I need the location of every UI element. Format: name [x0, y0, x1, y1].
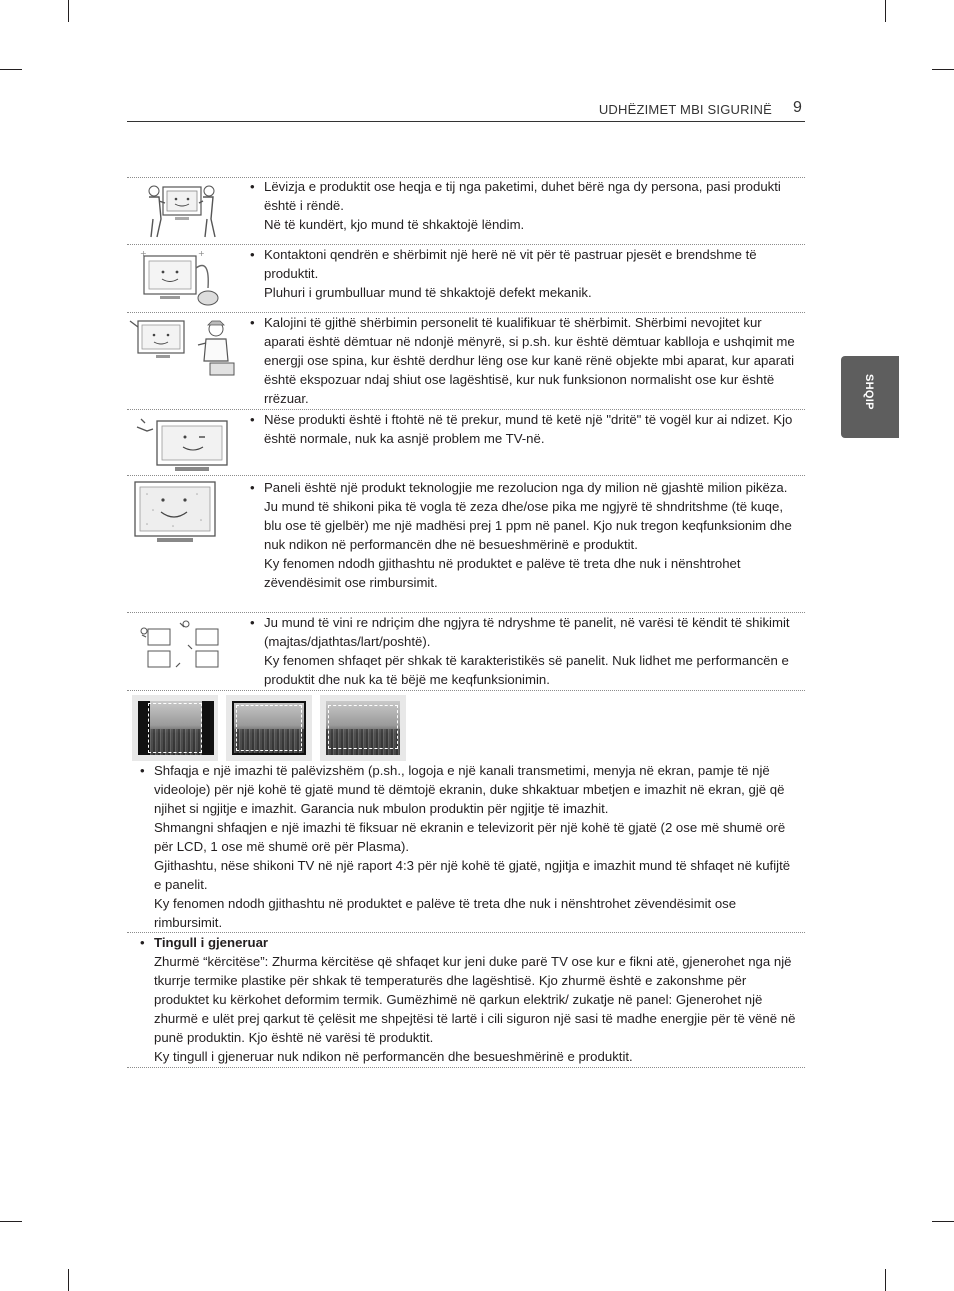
row-divider	[127, 475, 805, 476]
crop-mark	[932, 1221, 954, 1222]
item-text: Lëvizja e produktit ose heqja e tij nga paketimi, duhet bërë nga dy persona, pasi produkti është i rëndë.	[264, 179, 781, 213]
safety-item-viewing-angle	[250, 613, 798, 689]
item-text: Kalojini të gjithë shërbimin personelit të kualifikuar të shërbimit. Shërbimi nevojitet kur aparati është dëmtuar në ndonjë mënyrë, si p.sh. kur është dëmtuar kablloja e ushqimit me energji ose spina, kur është derdhur lëng ose kur kanë rënë objekte mbi aparat, kur aparati është ekspozuar ndaj shiut ose lagështisë, kur nuk funksionon normalisht ose kur është rrëzuar.	[264, 315, 795, 406]
crop-mark	[0, 69, 22, 70]
smiling-tv-pixels-illustration	[133, 480, 217, 546]
svg-text:+: +	[140, 249, 147, 258]
bullet: •	[140, 935, 145, 950]
bullet: •	[250, 247, 255, 262]
crop-mark	[885, 1269, 886, 1291]
crop-mark	[0, 1221, 22, 1222]
two-people-carrying-tv-illustration	[145, 181, 217, 239]
bullet: •	[140, 763, 145, 778]
winking-tv-illustration	[133, 413, 231, 475]
item-text: Zhurmë “kërcitëse”: Zhurma kërcitëse që shfaqet kur jeni duke parë TV ose kur e fikni atë, gjenerohet nga një tkurrje termike plastike për shkak të temperaturës dhe lagështisë. Kjo zhurmë është e zakonshme për produktet ku kërkohet deformim termik. Gumëzhimë në qarkun elektrik/ zukatje në panel: Gjenerohet një zhurmë e ulët prej qarkut të çelësit me shpejtësi të lartë i cili siguron një sasi të madhe energjie për të vënë në punë produktin. Kjo është në varësi të produktit.	[154, 954, 796, 1045]
bullet: •	[250, 412, 255, 427]
item-text: Nëse produkti është i ftohtë në të prekur, mund të ketë një "dritë" të vogël kur ai ndizet. Kjo është normale, nuk ka asnjë problem me TV-në.	[264, 412, 793, 446]
bullet: •	[250, 315, 255, 330]
item-text: Ky fenomen shfaqet për shkak të karakteristikës së panelit. Nuk lidhet me performancën e produktit dhe nuk ka të bëjë me keqfunksionimin.	[264, 653, 789, 687]
safety-item-panel-pixels	[250, 478, 798, 592]
safety-item-cleaning	[250, 245, 798, 302]
crop-mark	[932, 69, 954, 70]
tv-with-vacuum-illustration	[138, 248, 222, 310]
item-text: Gjithashtu, nëse shikoni TV në një raport 4:3 për një kohë të gjatë, ngjitja e imazhit mund të shfaqet në kufijtë e panelit.	[154, 858, 791, 892]
item-heading: Tingull i gjeneruar	[154, 935, 269, 950]
safety-item-generated-sound	[140, 933, 800, 1066]
safety-item-cold-flicker	[250, 410, 798, 448]
item-text: Në të kundërt, kjo mund të shkaktojë lëndim.	[264, 217, 525, 232]
header-rule	[127, 121, 805, 122]
item-text: Ky tingull i gjeneruar nuk ndikon në performancën dhe besueshmërinë e produktit.	[154, 1049, 633, 1064]
item-text: Ky fenomen ndodh gjithashtu në produktet e palëve të treta dhe nuk i nënshtrohet zëvendësimit ose rimbursimit.	[154, 896, 737, 930]
item-text: Shfaqja e një imazhi të palëvizshëm (p.sh., logoja e një kanali transmetimi, menyja në ekran, pamje të një videoloje) për një kohë të gjatë mund të dëmtojë ekranin, duke shkaktuar mbetjen e imazhit në ekran, gjë që njihet si ngjitje e imazhit. Garancia nuk mbulon produktin për ngjitje të imazhit.	[154, 763, 785, 816]
language-tab	[841, 356, 899, 438]
item-text: Shmangni shfaqjen e një imazhi të fiksuar në ekranin e televizorit për një kohë të gjatë (2 ose më shumë orë për LCD, 1 ose më shumë orë për Plasma).	[154, 820, 786, 854]
item-text: Kontaktoni qendrën e shërbimit një herë në vit për të pastruar pjesët e brendshme të produktit.	[264, 247, 757, 281]
language-tab-label: SHQIP	[863, 374, 875, 410]
item-text: Ky fenomen ndodh gjithashtu në produktet e palëve të treta dhe nuk i nënshtrohet zëvendësimit ose rimbursimit.	[264, 556, 741, 590]
item-text: Pluhuri i grumbulluar mund të shkaktojë defekt mekanik.	[264, 285, 592, 300]
bullet: •	[250, 179, 255, 194]
safety-item-image-retention	[140, 761, 800, 932]
bullet: •	[250, 480, 255, 495]
viewing-angle-tvs-illustration	[138, 619, 224, 673]
safety-item-lifting	[250, 177, 798, 234]
item-text: Paneli është një produkt teknologjie me rezolucion nga dy milion në gjashtë milion pikëza. Ju mund të shikoni pika të vogla të zeza dhe/ose pika me ngjyrë të shndritshme (të kuqe, blu ose të gjelbër) me një madhësi prej 1 ppm në panel. Kjo nuk tregon keqfunksionim dhe nuk ndikon në performancën dhe në besueshmërinë e produktit.	[264, 480, 792, 552]
page-header-title: UDHËZIMET MBI SIGURINË	[598, 102, 772, 117]
crop-mark	[68, 1269, 69, 1291]
row-divider	[127, 690, 805, 691]
crop-mark	[68, 0, 69, 22]
image-retention-thumbnail	[226, 695, 312, 761]
image-retention-thumbnail	[132, 695, 218, 761]
bullet: •	[250, 615, 255, 630]
safety-item-service	[250, 313, 798, 408]
svg-text:+: +	[198, 249, 205, 258]
crop-mark	[885, 0, 886, 22]
image-retention-thumbnail	[320, 695, 406, 761]
row-divider	[127, 1067, 805, 1068]
tv-with-service-technician-illustration	[128, 315, 240, 379]
item-text: Ju mund të vini re ndriçim dhe ngjyra të ndryshme të panelit, në varësi të këndit të shikimit (majtas/djathtas/lart/poshtë).	[264, 615, 790, 649]
page-number: 9	[793, 99, 802, 116]
